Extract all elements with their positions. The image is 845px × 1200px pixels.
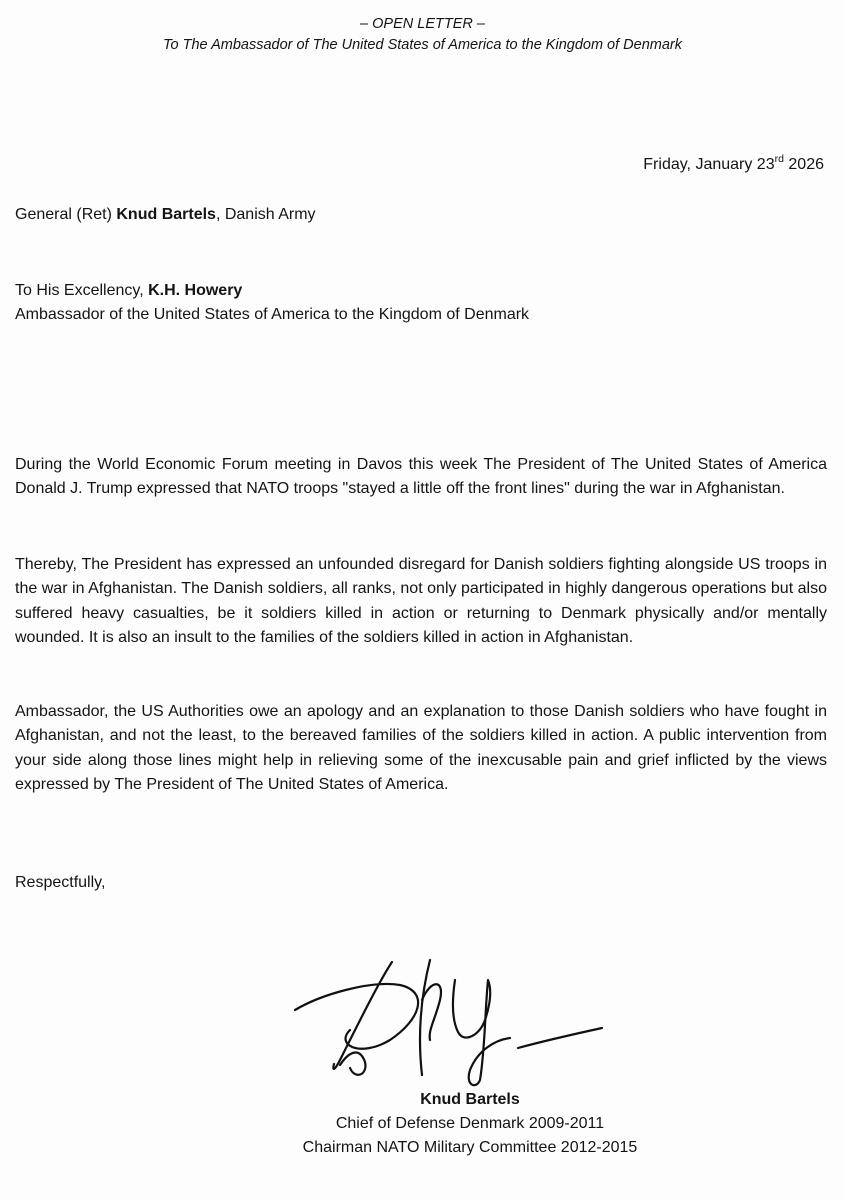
signatory-role-2: Chairman NATO Military Committee 2012-2015	[302, 1139, 638, 1156]
recipient-name: K.H. Howery	[148, 282, 243, 299]
date-ordinal: rd	[774, 153, 784, 165]
sender-affiliation: , Danish Army	[215, 206, 316, 223]
body-paragraph-3: Ambassador, the US Authorities owe an apology and an explanation to those Danish soldiers who have fought in Afghanistan, and not the least, to the bereaved families of the soldiers killed in action. A public intervention from your side along those lines might help in relieving some of the inexcusable pain and grief inflicted by the views expressed by The President of The United States of America.	[15, 703, 827, 793]
open-letter-heading: – OPEN LETTER –	[360, 16, 485, 32]
signatory-name: Knud Bartels	[420, 1091, 520, 1108]
handwritten-signature	[280, 940, 620, 1090]
body-paragraph-1: During the World Economic Forum meeting in Davos this week The President of The United States of America Donald J. Trump expressed that NATO troops "stayed a little off the front lines" during the war in Afghanistan.	[15, 456, 827, 498]
sender-name: Knud Bartels	[116, 206, 216, 223]
sender-rank: General (Ret)	[15, 206, 117, 223]
date-year: 2026	[783, 156, 824, 173]
recipient-title: Ambassador of the United States of America to the Kingdom of Denmark	[15, 306, 530, 323]
date-prefix: Friday, January 23	[643, 156, 775, 173]
recipient-salutation: To His Excellency,	[15, 282, 149, 299]
signatory-role-1: Chief of Defense Denmark 2009-2011	[335, 1115, 605, 1132]
signature-block	[300, 1088, 640, 1160]
body-paragraph-2: Thereby, The President has expressed an unfounded disregard for Danish soldiers fighting alongside US troops in the war in Afghanistan. The Danish soldiers, all ranks, not only participated in highly dangerous operations but also suffered heavy casualties, be it soldiers killed in action or returning to Denmark physically and/or mentally wounded. It is also an insult to the families of the soldiers killed in action in Afghanistan.	[15, 556, 827, 646]
recipient-line	[15, 278, 242, 304]
letter-date	[643, 152, 824, 178]
closing-line: Respectfully,	[15, 874, 106, 891]
sender-line	[15, 202, 316, 228]
addressee-heading: To The Ambassador of The United States of America to the Kingdom of Denmark	[162, 37, 683, 53]
